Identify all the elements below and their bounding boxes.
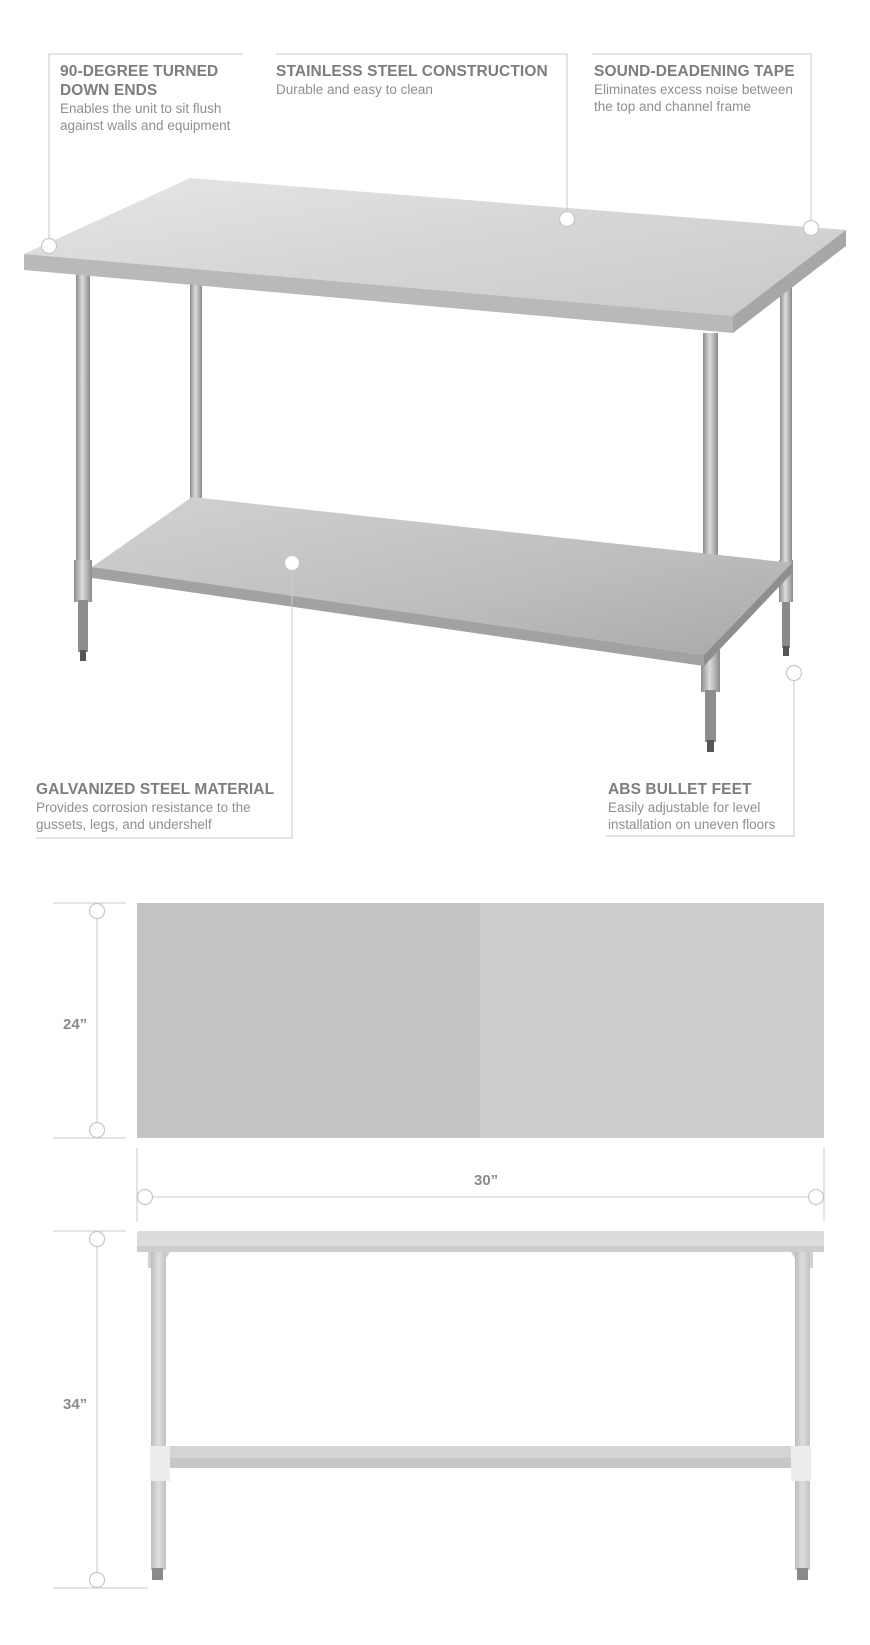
dot-galvanized-steel [285,556,300,571]
dot-stainless-steel [560,212,575,227]
back-right-foot-tip [783,646,789,656]
callout-stainless-steel [276,62,566,98]
dot-bullet-feet [787,666,802,681]
front-left-gusset [74,560,92,602]
top-view-right-half [480,903,824,1138]
depth-label: 24” [63,1016,88,1033]
front-left-leg [76,272,90,572]
callout-sound-deadening [594,62,809,115]
callout-description: Eliminates excess noise between the top and channel frame [594,82,793,114]
top-view [137,903,824,1138]
callout-title: SOUND-DEADENING TAPE [594,63,795,80]
callout-title: STAINLESS STEEL CONSTRUCTION [276,63,548,80]
callout-description: Easily adjustable for level installation on uneven floors [608,800,776,832]
back-right-leg [780,282,792,565]
callout-bullet-feet [608,780,798,833]
front-view-left-gusset [150,1446,170,1481]
callout-turned-down-ends [60,62,250,134]
front-view-left-foot [152,1568,163,1580]
width-label: 30” [474,1172,499,1189]
front-view-right-leg [795,1252,810,1570]
callout-description: Enables the unit to sit flush against walls and equipment [60,101,231,133]
front-view-left-leg [151,1252,166,1570]
front-right-foot-tip [707,740,714,752]
undershelf [92,497,792,655]
front-right-foot [705,690,716,742]
callout-galvanized-steel [36,780,291,833]
callout-title: ABS BULLET FEET [608,781,752,798]
dot-turned-down-ends [42,239,57,254]
height-label: 34” [63,1396,88,1413]
back-right-foot [782,602,790,648]
back-left-leg [190,283,202,498]
callout-title: GALVANIZED STEEL MATERIAL [36,781,275,798]
front-left-foot-tip [80,650,86,661]
front-view-right-foot [797,1568,808,1580]
callout-leaders [36,54,811,838]
table-illustration [24,178,846,752]
front-view-right-gusset [791,1446,811,1481]
callout-description: Durable and easy to clean [276,82,433,97]
front-view [137,1231,824,1580]
front-left-foot [78,600,88,652]
callout-title: 90-DEGREE TURNED DOWN ENDS [60,63,219,99]
callout-description: Provides corrosion resistance to the gussets, legs, and undershelf [36,800,251,832]
dot-sound-deadening [804,221,819,236]
top-view-left-half [137,903,480,1138]
